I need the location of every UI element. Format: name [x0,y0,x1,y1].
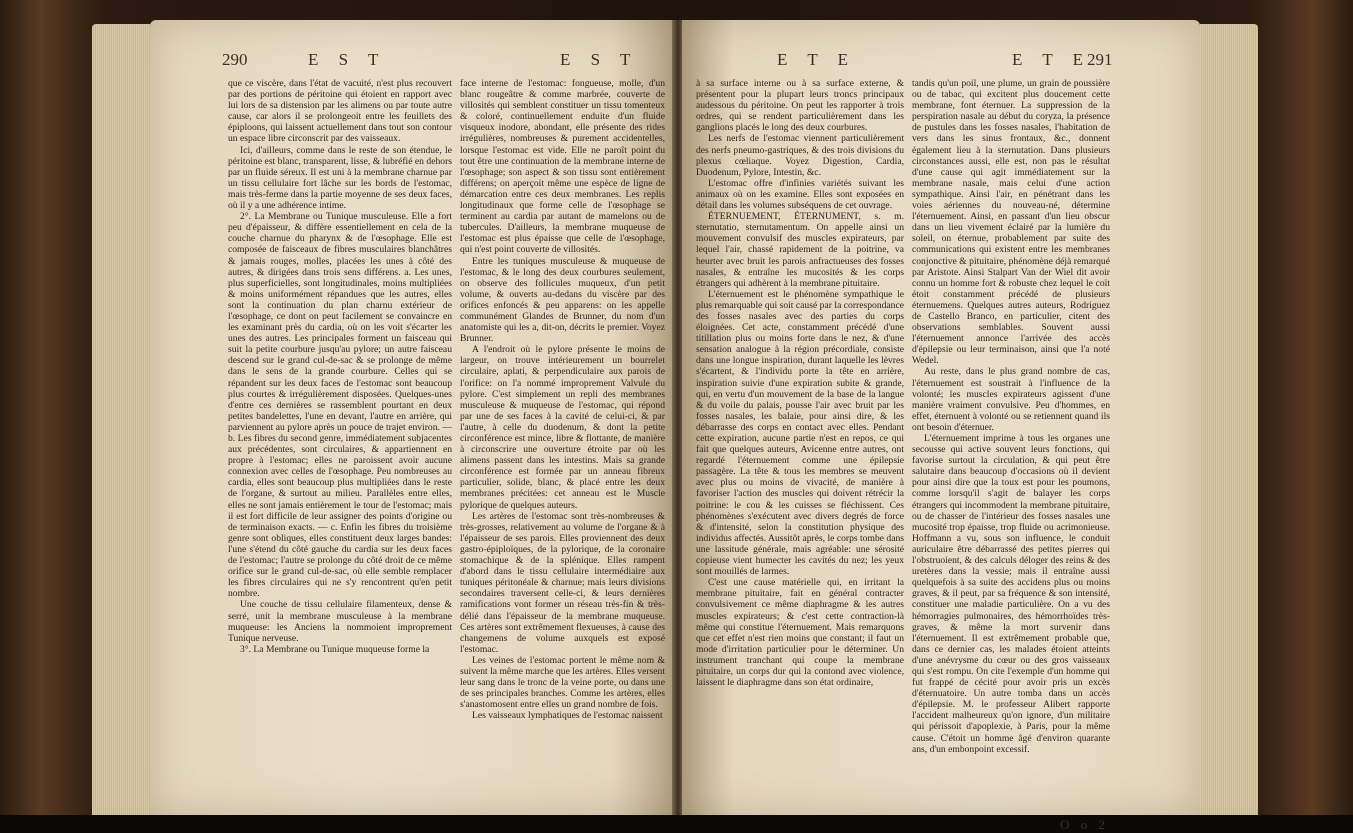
left-page [150,20,674,815]
paragraph: C'est une cause matérielle qui, en irritant la membrane pituitaire, fait en général contracter convulsivement ce même diaphragme & les autres muscles expirateurs; & c'est cette contraction-là même qui constitue l'éternuement. Mais remarquons que cet effet n'est rien moins que constant; il faut un mode d'irritation particulier pour le déterminer. Un instrument tranchant qui coupe la membrane pituitaire, un corps dur qui la contond avec violence, laissent le diaphragme dans son état ordinaire, [696,577,904,689]
paragraph: A l'endroit où le pylore présente le moins de largeur, on trouve intérieurement un bourrelet circulaire, aplati, & perpendiculaire aux parois de l'orifice: on l'a nommé improprement Valvule du pylore. C'est simplement un repli des membranes musculeuse & muqueuse de l'estomac, qui répond par une de ses faces à la cavité de celui-ci, & par l'autre, à celle du duodenum, & dont la petite circonférence est mince, libre & flottante, de manière à circonscrire une ouverture étroite par où les alimens passent dans les intestins. Mais sa grande circonférence est formée par un anneau fibreux particulier, solide, blanc, & placé entre les deux membranes précitées: cet anneau est le Muscle pylorique de quelques auteurs. [460,344,665,511]
paragraph: Ici, d'ailleurs, comme dans le reste de son étendue, le péritoine est blanc, transparent, lisse, & lubréfié en dehors par un fluide séreux. Il est uni à la membrane charnue par un tissu cellulaire fort lâche sur les bords de l'estomac, mais très-ferme dans la partie moyenne de ses deux faces, où il y a une adhérence intime. [228,144,452,212]
paragraph: Les nerfs de l'estomac viennent particulièrement des nerfs pneumo-gastriques, & des trois divisions du plexus cœliaque. Voyez Digestion, Cardia, Duodenum, Pylore, Intestin, &c. [696,133,904,178]
right-page-edges [1200,24,1258,815]
left-running-head-1: E S T [308,50,387,69]
left-running-head-2: E S T [560,50,639,69]
paragraph: L'éternuement est le phénomène sympathique le plus remarquable qui soit causé par la correspondance des fosses nasales avec des parties du corps éloignées. Cet acte, constamment précédé d'une titillation plus ou moins forte dans le nez, & d'une sensation analogue à la région précordiale, consiste dans une longue inspiration, durant laquelle les lèvres s'écartent, & l'individu porte la tête en arrière, inspiration suivie d'une expiration subite & grande, qui, en vertu d'un mouvement de la base de la langue & du voile du palais, pousse l'air avec bruit par les fosses nasales, les balaie, pour ainsi dire, & les débarrasse des corps en contact avec elles. Pendant cette expiration, aucune partie n'est en repos, ce qui fait que quelques auteurs, Avicenne entre autres, ont regardé l'éternuement comme une épilepsie passagère. La tête & tous les membres se meuvent avec plus ou moins de vivacité, de manière à favoriser l'action des muscles qui doivent rétrécir la poitrine: le cou & les cuisses se fléchissent. Ces phénomènes s'exécutent avec divers degrés de force & d'intensité, selon la constitution physique des individus affectés. Aussitôt après, le corps tombe dans une lassitude générale, mais agréable: une sérosité copieuse vient humecter les cavités du nez; les yeux sont mouillés de larmes. [696,288,904,578]
paragraph: Les vaisseaux lymphatiques de l'estomac naissent [472,710,663,722]
right-running-head-1: E T E [777,50,857,69]
paragraph: 3°. La Membrane ou Tunique muqueuse forme la [240,643,430,655]
paragraph: ÉTERNUEMENT, ÉTERNUMENT, s. m. sternutatio, sternutamentum. On appelle ainsi un mouvement convulsif des muscles expirateurs, par lequel l'air, chassé rapidement de la poitrine, va heurter avec bruit les parois anfractueuses des fosses nasales, & entraîne les mucosités & les corps étrangers qui adhèrent à la membrane pituitaire. [696,211,904,289]
paragraph: Au reste, dans le plus grand nombre de cas, l'éternuement est soustrait à l'influence de la volonté; les muscles expirateurs agissent d'une manière vraiment convulsive. Peu d'hommes, en effet, éternuent à volonté ou se retiennent quand ils ont besoin d'éternuer. [912,366,1110,433]
right-column-2 [912,78,1110,814]
left-column-2 [460,78,665,814]
left-page-edges [92,24,150,815]
right-column-1 [696,78,904,814]
paragraph: L'éternuement imprime à tous les organes une secousse qui active souvent leurs fonctions, qui favorise surtout la circulation, & qui peut être salutaire dans beaucoup d'occasions où il devient pour ainsi dire que la toux est pour les poumons, comme lorsqu'il s'agit de balayer les corps étrangers qui incommodent la membrane pituitaire, ou de chasser de l'intérieur des fosses nasales une mucosité trop épaisse, trop fluide ou acrimonieuse. Hoffmann a vu, sous son influence, le conduit auriculaire être débarrassé des petites pierres qui l'obstruoient, & des calculs déloger des reins & des uretères dans la vessie; mais il entraîne aussi quelquefois à sa suite des accidens plus ou moins graves, & il peut, par sa fréquence & son intensité, constituer une maladie particulière. On a vu des hémorragies pulmonaires, des hémorrhoïdes très-graves, & même la mort survenir dans l'éternuement. Il est extrêmement probable que, dans ce dernier cas, les malades étoient atteints d'une anévrysme du cœur ou des gros vaisseaux qui s'est rompu. On cite l'exemple d'un homme qui fut frappé de cécité pour avoir pris un excès d'éternuatoire. Un autre tomba dans un accès d'épilepsie. M. le professeur Alibert rapporte l'accident malheureux qu'on ignore, d'un militaire qui périssoit d'apoplexie, à Paris, pour la même cause. C'étoit un homme âgé d'environ quarante ans, d'un embonpoint excessif. [912,433,1110,755]
right-page-number: 291 [1087,50,1113,69]
paragraph: que ce viscère, dans l'état de vacuité, n'est plus recouvert par des portions de péritoine qui étoient en rapport avec lui lors de sa distension par les alimens ou par toute autre cause, car alors il se prolongeoit entre les feuillets des épiploons, qui laissent actuellement dans tout son contour un espace libre circonscrit par des vaisseaux. [228,78,452,145]
right-page [682,20,1200,832]
paragraph: Entre les tuniques musculeuse & muqueuse de l'estomac, & le long des deux courbures seulement, on observe des follicules muqueux, d'un petit volume, & ouverts au-dedans du viscère par des orifices enfoncés & peu apparens: on les appelle communément Glandes de Brunner, du nom d'un anatomiste qui les a, dit-on, décrits le premier. Voyez Brunner. [460,255,665,345]
left-column-1 [228,78,452,814]
paragraph: L'estomac offre d'infinies variétés suivant les animaux où on les examine. Elles sont exposées en détail dans les volumes subséquens de cet ouvrage. [696,177,904,212]
paragraph: Une couche de tissu cellulaire filamenteux, dense & serré, unit la membrane musculeuse à la membrane muqueuse: les Anciens la nommoient improprement Tunique nerveuse. [228,599,452,644]
paragraph: Les veines de l'estomac portent le même nom & suivent la même marche que les artères. Elles versent leur sang dans le tronc de la veine porte, ou dans une de ses principales branches. Comme les artères, elles s'anastomosent entre elles un grand nombre de fois. [460,654,665,711]
signature-mark: O o 2 [1060,817,1109,832]
paragraph: 2°. La Membrane ou Tunique musculeuse. Elle a fort peu d'épaisseur, & diffère essentiellement en cela de la couche charnue du pharynx & de l'œsophage. Elle est composée de faisceaux de fibres musculaires blanchâtres & jamais rouges, molles, placées les unes à côté des autres, & dirigées dans trois sens différens. a. Les unes, plus superficielles, sont longitudinales, moins multipliées & moins uniformément répandues que les autres, elles sont la continuation du plan charnu extérieur de l'œsophage, ce dont on peut facilement se convaincre en les examinant près du cardia, où on les voit s'écarter les unes des autres. Les principales forment un faisceau qui suit la petite courbure jusqu'au pylore; un autre faisceau descend sur le grand cul-de-sac & se prolonge de même dans le sens de la grande courbure. Celles qui se répandent sur les deux faces de l'estomac sont beaucoup plus courtes & irrégulièrement disposées. Quelques-unes d'entre ces dernières se rassemblent pourtant en deux petites bandelettes, l'une en devant, l'autre en arrière, qui parviennent au pylore après un pouce de trajet environ. — b. Les fibres du second genre, immédiatement subjacentes aux précédentes, sont circulaires, & appartiennent en propre à l'estomac; elles ne paroissent avoir aucune connexion avec celles de l'œsophage. Peu nombreuses au cardia, elles sont beaucoup plus multipliées dans le reste de l'organe, & surtout au milieu. Parallèles entre elles, elles ne sont jamais entièrement le tour de l'estomac; mais il est fort difficile de leur assigner des points d'origine ou de terminaison exacts. — c. Enfin les fibres du troisième genre sont obliques, elles constituent deux larges bandes: l'une s'étend du côté gauche du cardia sur les deux faces de l'estomac; l'autre se prolonge du côté droit de ce même orifice sur le grand cul-de-sac, où elle semble remplacer les fibres circulaires qui ne s'y rencontrent qu'en petit nombre. [228,211,452,600]
right-running-head-2: E T E [1012,50,1092,69]
paragraph: à sa surface interne ou à sa surface externe, & présentent pour la plupart leurs troncs principaux audessous du péritoine. On peut les rapporter à trois ordres, qui se rendent particulièrement dans les ganglions placés le long des deux courbures. [696,78,904,134]
left-page-number: 290 [222,50,248,69]
paragraph: tandis qu'un poil, une plume, un grain de poussière ou de tabac, qui excitent plus doucement cette membrane, font éternuer. La suppression de la perspiration nasale au début du coryza, la présence de pustules dans les fosses nasales, l'habitation de vers dans les sinus frontaux, &c., donnent également lieu à la sternutation. Dans plusieurs circonstances aussi, elle est, non pas le résultat d'une cause qui agit immédiatement sur la membrane nasale, mais celui d'une action sympathique. Ainsi l'air, en pénétrant dans les voies aériennes du nouveau-né, détermine l'éternuement. Ainsi, en passant d'un lieu obscur dans un lieu vivement éclairé par la lumière du soleil, on éternue, probablement par suite des communications qui existent entre les membranes conjonctive & pituitaire, phénomène déjà remarqué par Aristote. Ainsi Stalpart Van der Wiel dit avoir connu un homme fort & robuste chez lequel le coït étoit constamment précédé de plusieurs éternuemens. Quelques autres auteurs, Rodriguez de Castello Branco, en particulier, citent des observations semblables. Souvent aussi l'éternuement annonce l'arrivée des accès d'épilepsie ou leur terminaison, ainsi que l'a noté Wedel. [912,78,1110,367]
paragraph: Les artères de l'estomac sont très-nombreuses & très-grosses, relativement au volume de l'organe & à l'épaisseur de ses parois. Elles proviennent des deux gastro-épiploïques, de la pylorique, de la coronaire stomachique & de la splénique. Elles rampent d'abord dans le tissu cellulaire intermédiaire aux tuniques péritonéale & charnue; mais leurs divisions secondaires traversent celle-ci, & leurs dernières ramifications vont former un réseau très-fin & très-délié dans l'épaisseur de la membrane muqueuse. Ces artères sont extrêmement flexueuses, à cause des changemens de volume auxquels est exposé l'estomac. [460,510,665,655]
paragraph: face interne de l'estomac: fongueuse, molle, d'un blanc rougeâtre & comme marbrée, couverte de villosités qui semblent constituer un tissu tomenteux & coloré, continuellement enduite d'un fluide visqueux inodore, abondant, elle présente des rides irrégulières, nombreuses & purement accidentelles, lorsque l'estomac est vide. Elle ne paroît point du tout être une continuation de la membrane interne de l'œsophage; son aspect & son tissu sont entièrement différens; on aperçoit même une espèce de ligne de démarcation entre ces deux membranes. Les replis longitudinaux que forme celle de l'œsophage se terminent au cardia par autant de mamelons ou de tubercules. D'ailleurs, la membrane muqueuse de l'estomac est plus épaisse que celle de l'œsophage, qui n'est point couverte de villosités. [460,78,665,256]
